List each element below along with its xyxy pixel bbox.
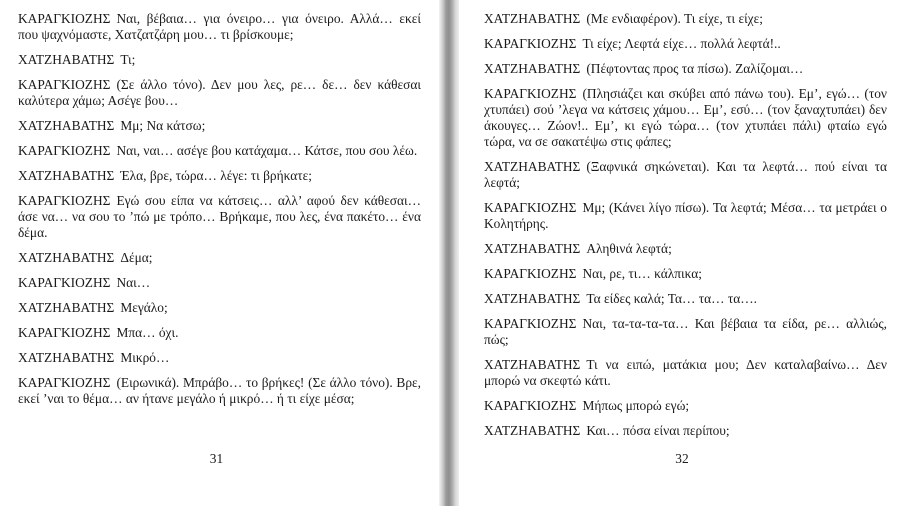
speaker-name: ΧΑΤΖΗΑΒΑΤΗΣ xyxy=(18,168,115,183)
speaker-name: ΚΑΡΑΓΚΙΟΖΗΣ xyxy=(18,193,111,208)
dialogue-line xyxy=(18,325,421,341)
dialogue-line xyxy=(18,350,421,366)
speaker-name: ΧΑΤΖΗΑΒΑΤΗΣ xyxy=(484,11,581,26)
dialogue-text: (Με ενδιαφέρον). Τι είχε, τι είχε; xyxy=(586,11,763,26)
dialogue-line xyxy=(18,143,421,159)
page-left-text xyxy=(18,11,421,416)
dialogue-line xyxy=(18,11,421,43)
book-gutter xyxy=(439,0,459,506)
dialogue-line xyxy=(484,241,887,257)
page-number: 32 xyxy=(675,451,689,466)
speaker-name: ΧΑΤΖΗΑΒΑΤΗΣ xyxy=(18,350,115,365)
dialogue-text: Τι είχε; Λεφτά είχε… πολλά λεφτά!.. xyxy=(582,36,781,51)
dialogue-text: Μπα… όχι. xyxy=(116,325,179,340)
dialogue-line xyxy=(484,36,887,52)
speaker-name: ΚΑΡΑΓΚΙΟΖΗΣ xyxy=(484,86,577,101)
dialogue-text: (Πέφτοντας προς τα πίσω). Ζαλίζομαι… xyxy=(586,61,804,76)
speaker-name: ΚΑΡΑΓΚΙΟΖΗΣ xyxy=(18,375,111,390)
dialogue-text: Ναι… xyxy=(116,275,151,290)
speaker-name: ΧΑΤΖΗΑΒΑΤΗΣ xyxy=(484,159,581,174)
speaker-name: ΚΑΡΑΓΚΙΟΖΗΣ xyxy=(18,11,111,26)
speaker-name: ΚΑΡΑΓΚΙΟΖΗΣ xyxy=(18,77,111,92)
dialogue-text: Μικρό… xyxy=(120,350,170,365)
dialogue-line xyxy=(484,291,887,307)
dialogue-text: Μήπως μπορώ εγώ; xyxy=(582,398,690,413)
dialogue-line xyxy=(484,200,887,232)
speaker-name: ΧΑΤΖΗΑΒΑΤΗΣ xyxy=(18,52,115,67)
dialogue-text: Ναι, ρε, τι… κάλπικα; xyxy=(582,266,703,281)
dialogue-text: Τι να ειπώ, ματάκια μου; Δεν καταλαβαίνω… Δεν μπορώ να σκεφτώ κάτι. xyxy=(484,357,887,388)
dialogue-text: Ναι, ναι… ασέγε βου κατάχαμα… Κάτσε, που σου λέω. xyxy=(116,143,418,158)
speaker-name: ΧΑΤΖΗΑΒΑΤΗΣ xyxy=(484,357,581,372)
dialogue-line xyxy=(484,11,887,27)
dialogue-text: (Ειρωνικά). Μπράβο… το βρήκες! (Σε άλλο τόνο). Βρε, εκεί ’ναι το θέμα… αν ήτανε μεγάλο ή μικρό… ή τι είχε μέσα; xyxy=(18,375,421,406)
speaker-name: ΧΑΤΖΗΑΒΑΤΗΣ xyxy=(484,241,581,256)
dialogue-text: Αληθινά λεφτά; xyxy=(586,241,672,256)
dialogue-text: (Ξαφνικά σηκώνεται). Και τα λεφτά… πού είναι τα λεφτά; xyxy=(484,159,887,190)
speaker-name: ΧΑΤΖΗΑΒΑΤΗΣ xyxy=(484,61,581,76)
dialogue-line xyxy=(484,86,887,150)
speaker-name: ΧΑΤΖΗΑΒΑΤΗΣ xyxy=(18,118,115,133)
dialogue-line xyxy=(484,159,887,191)
dialogue-text: Και… πόσα είναι περίπου; xyxy=(586,423,730,438)
speaker-name: ΧΑΤΖΗΑΒΑΤΗΣ xyxy=(484,291,581,306)
speaker-name: ΚΑΡΑΓΚΙΟΖΗΣ xyxy=(484,316,577,331)
speaker-name: ΚΑΡΑΓΚΙΟΖΗΣ xyxy=(18,325,111,340)
page-right-text xyxy=(484,11,887,448)
page-left xyxy=(0,0,439,506)
dialogue-line xyxy=(18,193,421,241)
dialogue-line xyxy=(18,375,421,407)
dialogue-line xyxy=(18,52,421,68)
speaker-name: ΚΑΡΑΓΚΙΟΖΗΣ xyxy=(484,398,577,413)
speaker-name: ΚΑΡΑΓΚΙΟΖΗΣ xyxy=(484,266,577,281)
dialogue-line xyxy=(18,168,421,184)
dialogue-line xyxy=(18,275,421,291)
page-right xyxy=(459,0,901,506)
dialogue-line xyxy=(18,77,421,109)
speaker-name: ΧΑΤΖΗΑΒΑΤΗΣ xyxy=(484,423,581,438)
dialogue-text: Έλα, βρε, τώρα… λέγε: τι βρήκατε; xyxy=(120,168,312,183)
dialogue-line xyxy=(484,316,887,348)
dialogue-text: Δέμα; xyxy=(120,250,153,265)
speaker-name: ΚΑΡΑΓΚΙΟΖΗΣ xyxy=(18,275,111,290)
dialogue-line xyxy=(484,266,887,282)
dialogue-text: Εγώ σου είπα να κάτσεις… αλλ’ αφού δεν κάθεσαι… άσε να… να σου το ’πώ με τρόπο… Βρήκαμε, που λες, ένα πακέτο… ένα δέμα. xyxy=(18,193,421,240)
dialogue-text: Ναι, τα-τα-τα-τα… Και βέβαια τα είδα, ρε… αλλιώς, πώς; xyxy=(484,316,887,347)
speaker-name: ΚΑΡΑΓΚΙΟΖΗΣ xyxy=(484,200,577,215)
dialogue-line xyxy=(484,357,887,389)
dialogue-text: Μμ; (Κάνει λίγο πίσω). Τα λεφτά; Μέσα… τα μετράει ο Κολητήρης. xyxy=(484,200,887,231)
dialogue-line xyxy=(18,300,421,316)
dialogue-line xyxy=(484,423,887,439)
page-number: 31 xyxy=(209,451,224,466)
speaker-name: ΚΑΡΑΓΚΙΟΖΗΣ xyxy=(484,36,577,51)
dialogue-text: (Πλησιάζει και σκύβει από πάνω του). Εμ’, εγώ… (τον χτυπάει) σού ’λεγα να κάτσεις χάμου… Εμ’, εσύ… (τον ξαναχτυπάει) δεν άκουγες… Ζώον!.. Εμ’, κι εγώ τώρα… (τον χτυπάει πάλι) φταίω εγώ τώρα, να σε σακατέψω στις φάπες; xyxy=(484,86,887,149)
dialogue-text: Μμ; Να κάτσω; xyxy=(120,118,206,133)
dialogue-text: Τι; xyxy=(120,52,136,67)
dialogue-text: Μεγάλο; xyxy=(120,300,168,315)
dialogue-text: (Σε άλλο τόνο). Δεν μου λες, ρε… δε… δεν κάθεσαι καλύτερα χάμω; Ασέγε βου… xyxy=(18,77,421,108)
dialogue-text: Τα είδες καλά; Τα… τα… τα…. xyxy=(586,291,758,306)
speaker-name: ΚΑΡΑΓΚΙΟΖΗΣ xyxy=(18,143,111,158)
speaker-name: ΧΑΤΖΗΑΒΑΤΗΣ xyxy=(18,250,115,265)
dialogue-text: Ναι, βέβαια… για όνειρο… για όνειρο. Αλλά… εκεί που ψαχνόμαστε, Χατζατζάρη μου… τι βρίσκουμε; xyxy=(18,11,421,42)
dialogue-line xyxy=(18,250,421,266)
dialogue-line xyxy=(484,398,887,414)
dialogue-line xyxy=(18,118,421,134)
speaker-name: ΧΑΤΖΗΑΒΑΤΗΣ xyxy=(18,300,115,315)
dialogue-line xyxy=(484,61,887,77)
